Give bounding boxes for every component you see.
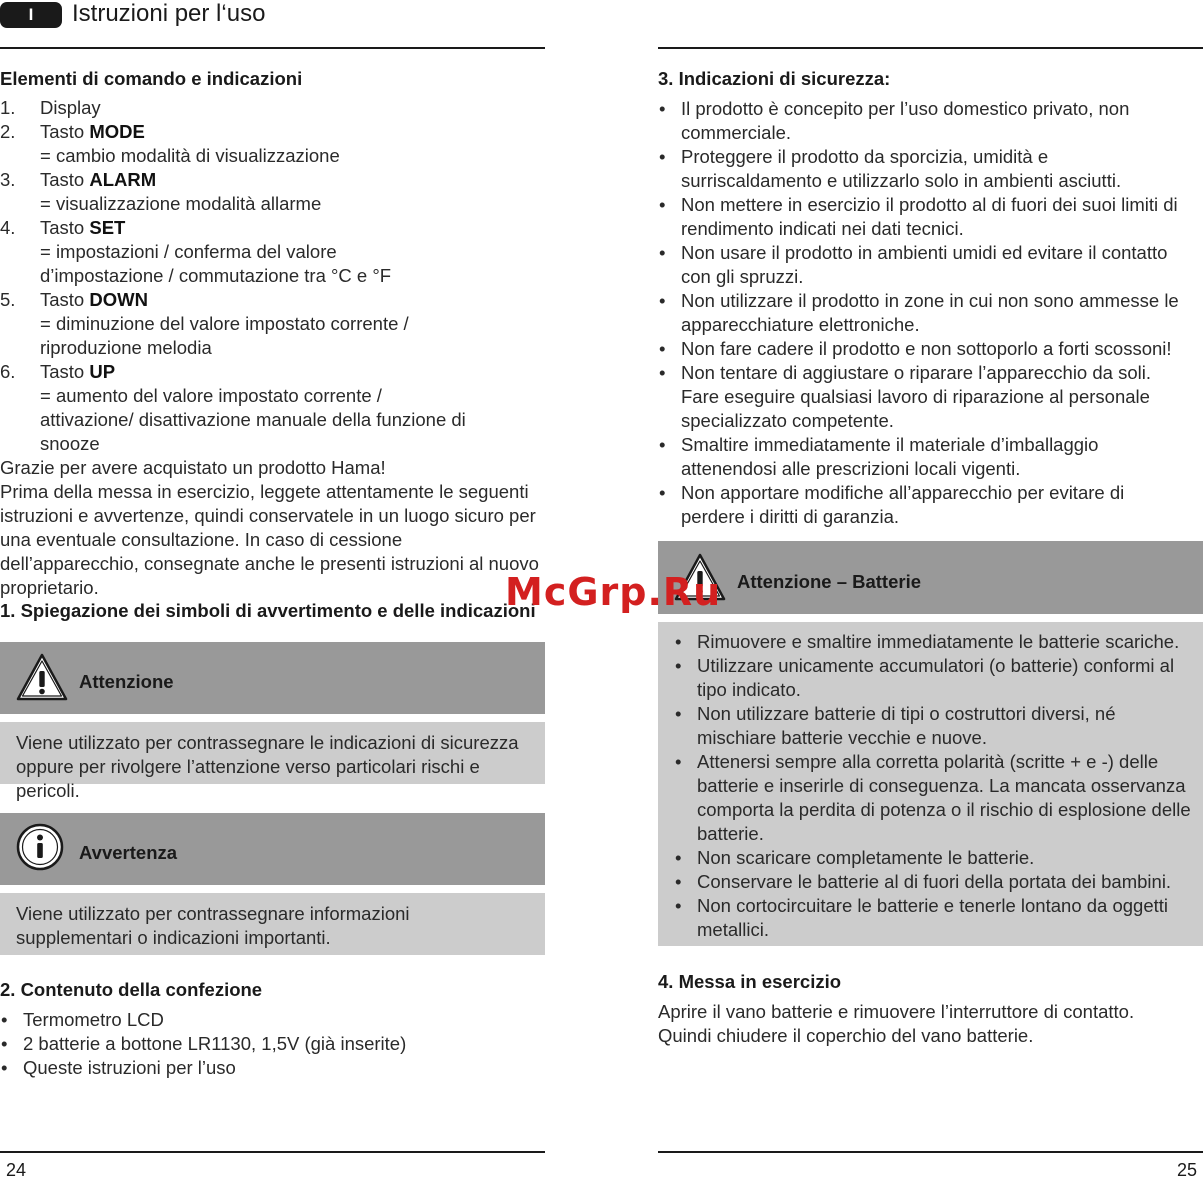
list-item: • Non scaricare completamente le batterie. (674, 846, 1194, 870)
warning-banner (0, 813, 545, 885)
top-rule (0, 47, 545, 49)
attention-banner (0, 642, 545, 714)
item-label: Tasto (40, 169, 90, 190)
item-description: = diminuzione del valore impostato corrente / riproduzione melodia (40, 313, 409, 358)
item-description: = aumento del valore impostato corrente / attivazione/ disattivazione manuale della funzione di snooze (40, 385, 466, 454)
list-item: • Non usare il prodotto in ambienti umidi ed evitare il contatto con gli spruzzi. (658, 241, 1193, 289)
list-item: • Attenersi sempre alla corretta polarità (scritte + e -) delle batterie e inserirle di conseguenza. La mancata osservanza comporta la perdita di potenza o il rischio di esplosione delle batterie. (674, 750, 1194, 846)
section1-heading: 1. Spiegazione dei simboli di avvertimento e delle indicazioni (0, 600, 536, 621)
page-number: 24 (6, 1160, 27, 1180)
section3-heading: 3. Indicazioni di sicurezza: (658, 68, 891, 89)
control-item (0, 120, 540, 168)
left-page (0, 0, 545, 1181)
item-description: = visualizzazione modalità allarme (40, 193, 322, 214)
item-label: Tasto (40, 217, 90, 238)
item-number: 3. (0, 169, 16, 190)
item-description: = cambio modalità di visualizzazione (40, 145, 340, 166)
controls-list (0, 96, 540, 456)
list-item: • Non tentare di aggiustare o riparare l’apparecchio da soli. Fare eseguire qualsiasi lavoro di riparazione al personale specializzato competente. (658, 361, 1193, 433)
item-label: Tasto (40, 289, 90, 310)
info-icon (16, 823, 68, 875)
item-description: = impostazioni / conferma del valore d’impostazione / commutazione tra °C e °F (40, 241, 392, 286)
control-item (0, 288, 540, 360)
list-item: • Non apportare modifiche all’apparecchio per evitare di perdere i diritti di garanzia. (658, 481, 1193, 529)
warning-description: Viene utilizzato per contrassegnare informazioni supplementari o indicazioni importanti. (0, 893, 545, 955)
control-item (0, 96, 540, 120)
battery-attention-banner (658, 541, 1203, 614)
item-number: 6. (0, 361, 16, 382)
key-name: MODE (89, 121, 145, 142)
right-page (658, 0, 1203, 1181)
page-number: 25 (1176, 1160, 1197, 1180)
battery-list (674, 630, 1194, 942)
section2-heading: 2. Contenuto della confezione (0, 979, 263, 1000)
list-item: • 2 batterie a bottone LR1130, 1,5V (già inserite) (0, 1032, 535, 1056)
warning-triangle-icon (16, 652, 68, 704)
item-number: 4. (0, 217, 16, 238)
language-badge: I (0, 2, 62, 28)
section4-heading: 4. Messa in esercizio (658, 971, 842, 992)
watermark: McGrp.Ru (505, 570, 722, 614)
package-contents-list (0, 1008, 535, 1080)
attention-label: Attenzione (79, 671, 174, 692)
battery-warning-box (658, 622, 1203, 946)
top-rule (658, 47, 1203, 49)
intro-greeting: Grazie per avere acquistato un prodotto Hama! (0, 457, 386, 478)
control-item (0, 216, 540, 288)
key-name: SET (89, 217, 126, 238)
list-item: • Conservare le batterie al di fuori della portata dei bambini. (674, 870, 1194, 894)
list-item: • Queste istruzioni per l’uso (0, 1056, 535, 1080)
list-item: • Non utilizzare il prodotto in zone in cui non sono ammesse le apparecchiature elettroniche. (658, 289, 1193, 337)
safety-list (658, 97, 1193, 529)
key-name: UP (89, 361, 116, 382)
battery-attention-label: Attenzione – Batterie (737, 571, 922, 592)
list-item: • Smaltire immediatamente il materiale d’imballaggio attenendosi alle prescrizioni locali vigenti. (658, 433, 1193, 481)
list-item: • Non fare cadere il prodotto e non sottoporlo a forti scossoni! (658, 337, 1193, 361)
control-item (0, 168, 540, 216)
attention-description: Viene utilizzato per contrassegnare le indicazioni di sicurezza oppure per rivolgere l’attenzione verso particolari rischi e pericoli. (0, 722, 545, 784)
bottom-rule (0, 1151, 545, 1153)
warning-label: Avvertenza (79, 842, 178, 863)
manual-title: Istruzioni per l‘uso (72, 0, 266, 27)
list-item: • Utilizzare unicamente accumulatori (o batterie) conformi al tipo indicato. (674, 654, 1194, 702)
list-item: • Non utilizzare batterie di tipi o costruttori diversi, né mischiare batterie vecchie e nuove. (674, 702, 1194, 750)
item-number: 2. (0, 121, 16, 142)
key-name: ALARM (89, 169, 157, 190)
list-item: • Proteggere il prodotto da sporcizia, umidità e surriscaldamento e utilizzarlo solo in ambienti asciutti. (658, 145, 1193, 193)
bottom-rule (658, 1151, 1203, 1153)
section4-text: Aprire il vano batterie e rimuovere l’interruttore di contatto. Quindi chiudere il coperchio del vano batterie. (658, 1001, 1135, 1046)
list-item: • Non cortocircuitare le batterie e tenerle lontano da oggetti metallici. (674, 894, 1194, 942)
intro-paragraph (0, 456, 540, 600)
intro-text: Prima della messa in esercizio, leggete attentamente le seguenti istruzioni e avvertenze, quindi conservatele in un luogo sicuro per una eventuale consultazione. In caso di cessione dell’apparecchio, consegnate anche le presenti istruzioni al nuovo proprietario. (0, 481, 539, 598)
item-label: Display (40, 97, 101, 118)
controls-heading: Elementi di comando e indicazioni (0, 68, 303, 89)
key-name: DOWN (89, 289, 148, 310)
list-item: • Termometro LCD (0, 1008, 535, 1032)
list-item: • Rimuovere e smaltire immediatamente le batterie scariche. (674, 630, 1194, 654)
list-item: • Il prodotto è concepito per l’uso domestico privato, non commerciale. (658, 97, 1193, 145)
item-label: Tasto (40, 121, 90, 142)
list-item: • Non mettere in esercizio il prodotto al di fuori dei suoi limiti di rendimento indicati nei dati tecnici. (658, 193, 1193, 241)
item-label: Tasto (40, 361, 90, 382)
item-number: 1. (0, 97, 16, 118)
item-number: 5. (0, 289, 16, 310)
control-item (0, 360, 540, 456)
